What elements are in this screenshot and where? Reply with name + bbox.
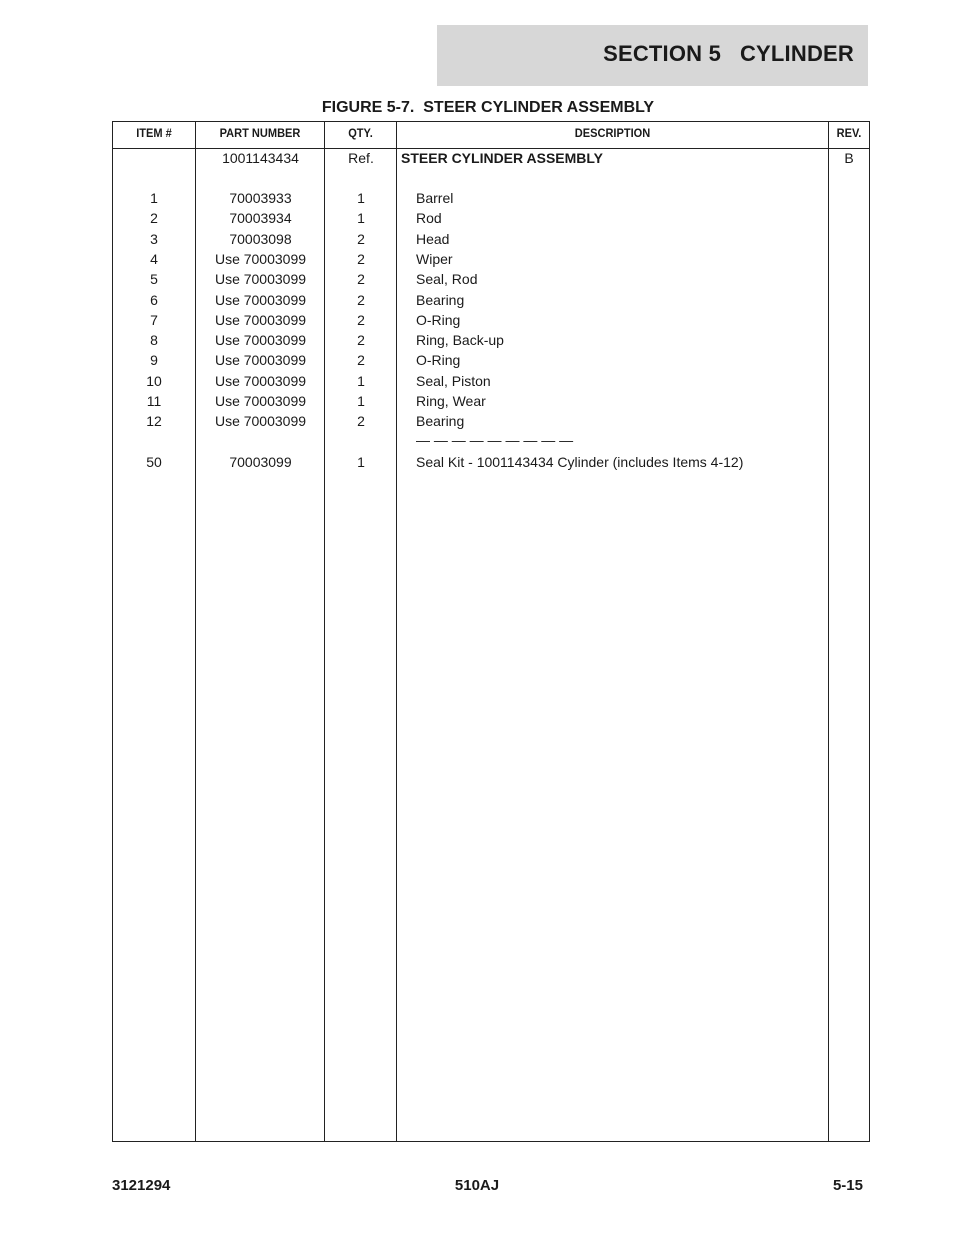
row-part-number: 70003933	[229, 190, 292, 206]
section-title: SECTION 5 CYLINDER	[603, 41, 854, 66]
row-item: 1	[150, 190, 158, 206]
row-part-number: Use 70003099	[214, 413, 307, 429]
row-qty: 2	[357, 292, 365, 308]
row-description: Ring, Back-up	[416, 332, 504, 348]
row-description: Head	[416, 231, 450, 247]
row-qty: 1	[357, 373, 365, 389]
row-part-number: Use 70003099	[214, 373, 307, 389]
section-banner	[437, 25, 868, 86]
row-item: 2	[150, 210, 158, 226]
row-description: Barrel	[416, 190, 454, 206]
parts-table	[112, 121, 870, 1142]
row-part-number: 70003098	[229, 231, 292, 247]
row-part-number: Use 70003099	[214, 352, 307, 368]
assembly-description: STEER CYLINDER ASSEMBLY	[401, 150, 603, 166]
row-qty: 2	[357, 231, 365, 247]
row-part-number: Use 70003099	[214, 312, 307, 328]
row-item: 8	[150, 332, 158, 348]
row-description: Rod	[416, 210, 442, 226]
assembly-part-number: 1001143434	[222, 150, 299, 166]
row-qty: 2	[357, 332, 365, 348]
row-part-number: 70003934	[229, 210, 292, 226]
column-divider	[828, 122, 829, 1141]
row-part-number: Use 70003099	[214, 251, 307, 267]
column-header-rev: REV.	[836, 126, 862, 140]
kit-item: 50	[146, 454, 162, 470]
figure-title: FIGURE 5-7. STEER CYLINDER ASSEMBLY	[321, 99, 655, 116]
row-description: O-Ring	[416, 312, 461, 328]
row-description: Seal, Piston	[416, 373, 491, 389]
row-part-number: Use 70003099	[214, 292, 307, 308]
kit-qty: 1	[357, 454, 365, 470]
header-divider	[113, 148, 869, 149]
row-description: Bearing	[416, 292, 465, 308]
row-qty: 1	[357, 210, 365, 226]
row-item: 9	[150, 352, 158, 368]
row-item: 4	[150, 251, 158, 267]
row-item: 6	[150, 292, 158, 308]
assembly-qty: Ref.	[348, 150, 374, 166]
column-header-description: DESCRIPTION	[574, 126, 651, 140]
row-description: Ring, Wear	[416, 393, 486, 409]
row-part-number: Use 70003099	[214, 271, 307, 287]
row-qty: 2	[357, 271, 365, 287]
column-header-qty: QTY.	[348, 126, 373, 140]
row-qty: 2	[357, 413, 365, 429]
row-qty: 1	[357, 190, 365, 206]
kit-description: Seal Kit - 1001143434 Cylinder (includes Items 4-12)	[416, 454, 744, 470]
footer-doc-number: 3121294	[112, 1177, 171, 1194]
column-header-item: ITEM #	[136, 126, 172, 140]
row-item: 11	[146, 393, 162, 409]
row-description: O-Ring	[416, 352, 461, 368]
row-description: Bearing	[416, 413, 465, 429]
row-qty: 1	[357, 393, 365, 409]
row-qty: 2	[357, 352, 365, 368]
row-item: 5	[150, 271, 158, 287]
column-header-part-number: PART NUMBER	[219, 126, 301, 140]
kit-part-number: 70003099	[229, 454, 292, 470]
row-qty: 2	[357, 251, 365, 267]
row-description: Wiper	[416, 251, 453, 267]
assembly-rev: B	[844, 150, 854, 166]
footer-model: 510AJ	[454, 1177, 500, 1194]
row-part-number: Use 70003099	[214, 393, 307, 409]
footer-page-number: 5-15	[832, 1177, 863, 1194]
row-part-number: Use 70003099	[214, 332, 307, 348]
row-description: Seal, Rod	[416, 271, 478, 287]
separator-line: — — — — — — — — —	[416, 432, 574, 448]
row-item: 3	[150, 231, 158, 247]
row-item: 12	[146, 413, 162, 429]
row-qty: 2	[357, 312, 365, 328]
row-item: 7	[150, 312, 158, 328]
row-item: 10	[146, 373, 162, 389]
